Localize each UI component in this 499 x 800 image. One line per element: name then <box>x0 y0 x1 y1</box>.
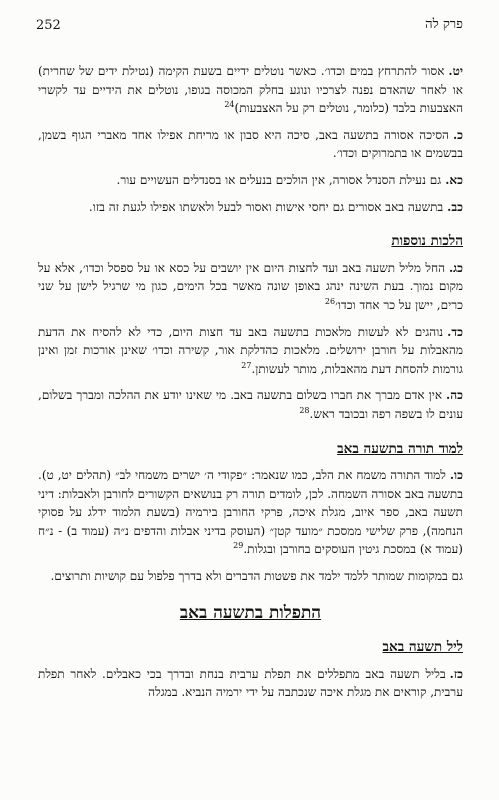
paragraph-27 <box>38 665 463 702</box>
paragraph-text: הסיכה אסורה בתשעה באב, סיכה היא סבון או מריחת אפילו אחד מאברי הגוף בשמן, בבשמים או בתמרוקים וכדו׳. <box>38 127 463 161</box>
footnote-ref: 26 <box>324 296 336 306</box>
paragraph-text: למוד התורה משמח את הלב, כמו שנאמר: ״פקודי ה׳ ישרים משמחי לב״ (תהלים יט, ט). בתשעה באב אסורה השמחה. לכן, לומדים תורה רק בנושאים הקשורים לחורבן ולאבלות: דיני תשעה באב, ספר איוב, מגלת איכה, פרקי החורבן בירמיה (בשעת הלמוד ידלג על פסוקי הנחמה), פרק שלישי ממסכת ״מועד קטן״ (העוסק בדיני אבלות והדפים נ״ה (עמוד ב) - נ״ח (עמוד א) במסכת גיטין העוסקים בחורבן ובגלות. <box>38 468 463 557</box>
paragraph-text: בתשעה באב אסורים גם יחסי אישות ואסור לבעל ולאשתו אפילו לגעת זה בזו. <box>88 199 444 214</box>
paragraph-21 <box>38 171 463 190</box>
footnote-ref: 24 <box>224 100 235 110</box>
paragraph-22 <box>38 198 463 217</box>
paragraph-text: נוהגים לא לעשות מלאכות בתשעה באב עד חצות היום, כדי לא להסיח את הדעת מהאבלות על חורבן ירושלים. מלאכות כהדלקת אור, קשירה וכדו׳ שאינן אורכות זמן ואינן גורמות להסחת דעת מהאבלות, מותר לעשותן. <box>38 324 463 376</box>
paragraph-text: החל מליל תשעה באב ועד לחצות היום אין יושבים על כסא או על ספסל וכדו׳, אלא על מקום נמוך. בעת השינה ינהג באופן שונה מאשר בכל הימים, כגון מי שרגיל לישן על שני כרים, יישן על כר אחד וכדו׳ <box>38 260 463 312</box>
section-heading-torah-study: למוד תורה בתשעה באב <box>337 440 463 457</box>
paragraph-label: כד. <box>447 324 463 339</box>
footnote-ref: 28 <box>299 405 310 415</box>
paragraph-19 <box>38 62 463 118</box>
paragraph-24 <box>38 323 463 379</box>
page-header <box>36 12 463 38</box>
paragraph-label: כב. <box>447 199 463 214</box>
paragraph-label: כז. <box>449 666 463 681</box>
paragraph-26-continued <box>38 567 463 586</box>
paragraph-23 <box>38 259 463 315</box>
paragraph-25 <box>38 386 463 423</box>
paragraph-26 <box>38 466 463 559</box>
paragraph-text: גם במקומות שמותר ללמד ילמד את פשטות הדברים ולא בדרך פלפול עם קושיות ותרוצים. <box>50 569 463 584</box>
paragraph-label: כג. <box>448 260 463 275</box>
footnote-ref: 29 <box>233 541 244 551</box>
paragraph-label: יט. <box>448 64 463 78</box>
paragraph-20 <box>38 126 463 163</box>
paragraph-label: כה. <box>446 388 463 403</box>
paragraph-label: כ. <box>452 127 463 142</box>
chapter-title: פרק לה <box>425 17 463 32</box>
section-heading-night: ליל תשעה באב <box>382 639 463 656</box>
paragraph-label: כא. <box>445 172 463 187</box>
paragraph-text: גם נעילת הסנדל אסורה, אין הולכים בנעלים או בסנדלים העשויים עור. <box>116 172 442 187</box>
paragraph-label: כו. <box>449 468 463 483</box>
chapter-subtitle-prayers: התפלות בתשעה באב <box>179 602 322 623</box>
page-content <box>38 62 463 710</box>
page-number: 252 <box>36 18 61 33</box>
paragraph-text: אין אדם מברך את חברו בשלום בתשעה באב. מי שאינו יודע את ההלכה ומברך בשלום, עונים לו בשפה רפה ובכובד ראש. <box>38 388 463 421</box>
paragraph-text: אסור להתרחץ במים וכדו׳. כאשר נוטלים ידיים בשעת הקימה (נטילת ידים של שחרית) או לאחר שהאדם נפנה לצרכיו ונוגע בחלק המכוסה בגופו, נוטלים את הידיים עד לקשרי האצבעות בלבד (כלומר, נוטלים רק על האצבעות) <box>38 64 463 116</box>
footnote-ref: 27 <box>241 360 252 370</box>
paragraph-text: בליל תשעה באב מתפללים את תפלת ערבית בנחת ובדרך בכי כאבלים. לאחר תפלת ערבית, קוראים את מגלת איכה שנכתבה על ידי ירמיה הנביא. במגלה <box>38 666 463 700</box>
section-heading-additional-laws: הלכות נוספות <box>391 233 463 250</box>
